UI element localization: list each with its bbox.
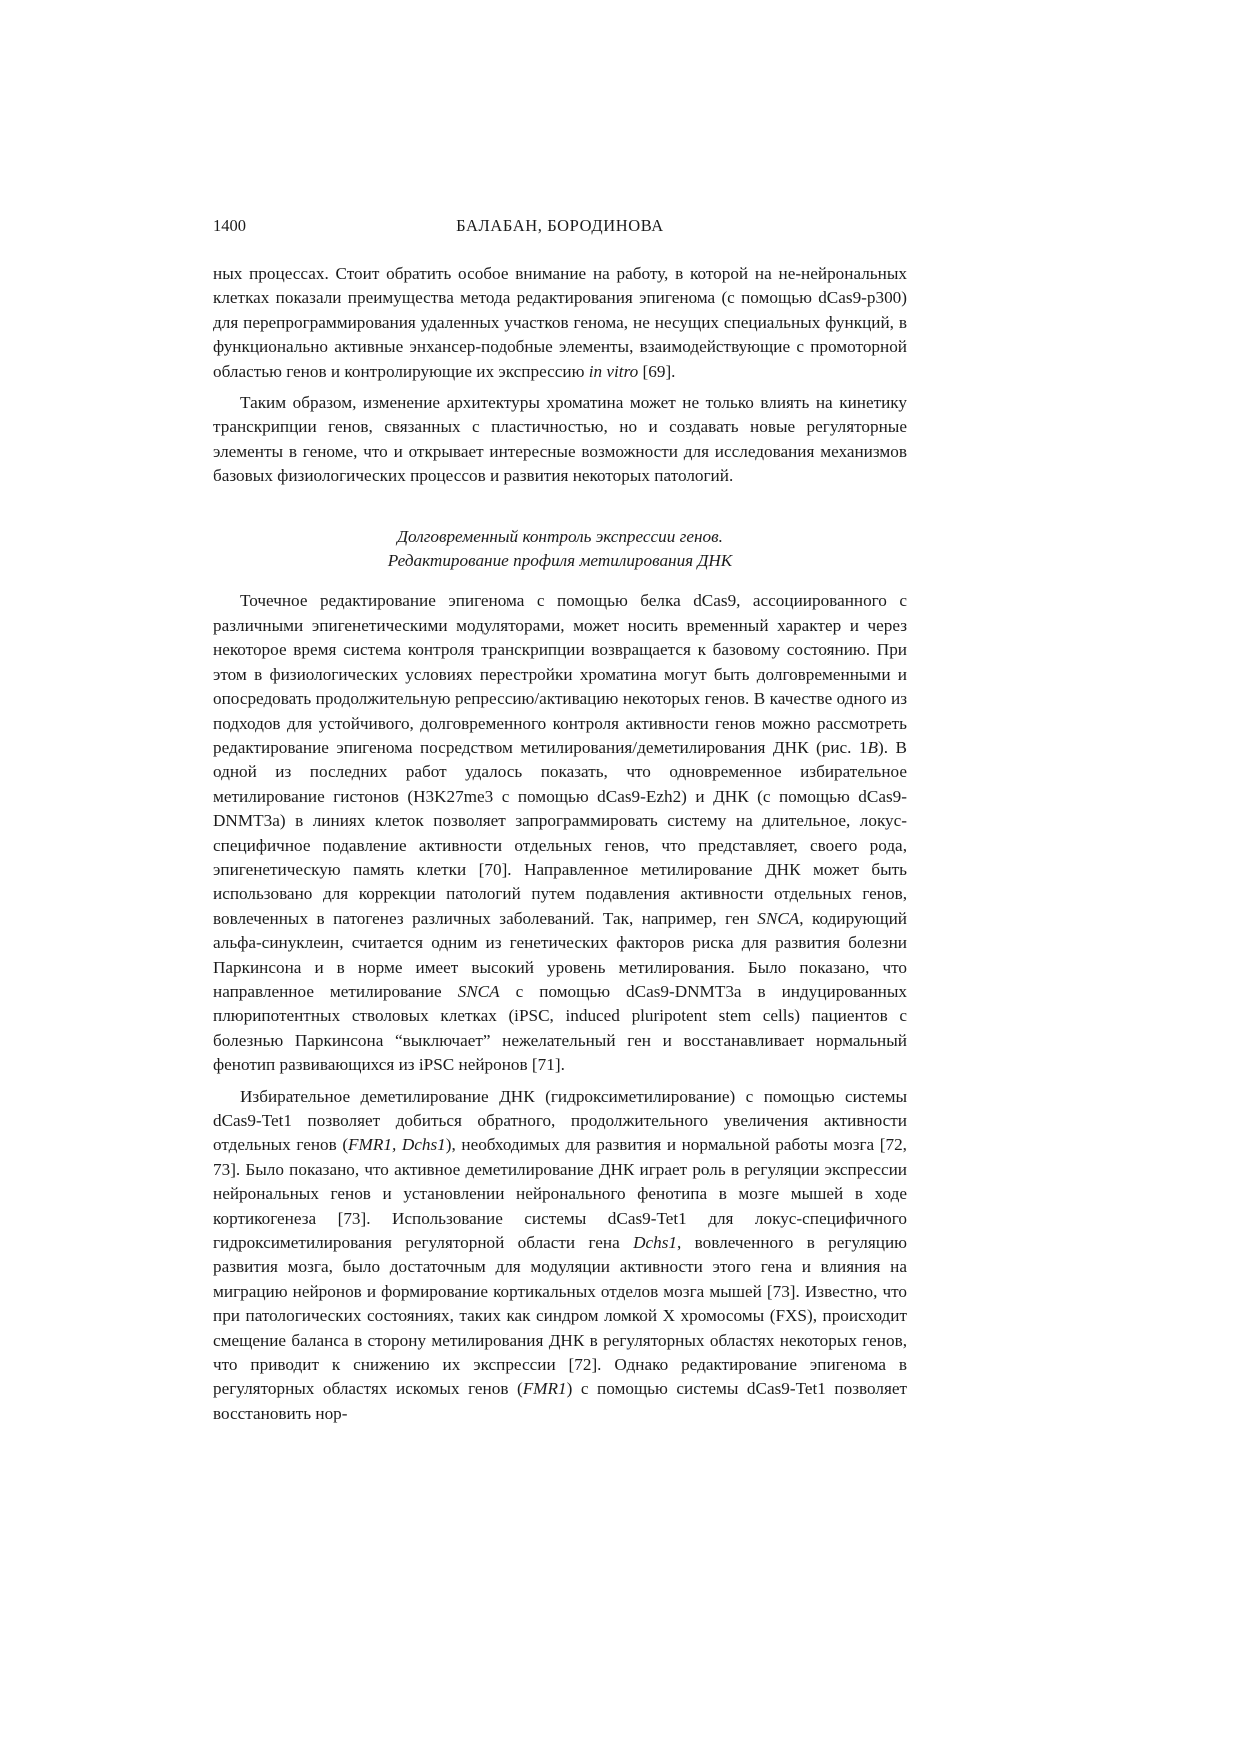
section-heading <box>213 525 907 574</box>
paragraph: Таким образом, изменение архитектуры хроматина может не только влиять на кинетику транскрипции генов, связанных с пластичностью, но и создавать новые регуляторные элементы в геноме, что и открывает интересные возможности для исследования механизмов базовых физиологических процессов и развития некоторых патологий. <box>213 393 907 486</box>
paragraph: Точечное редактирование эпигенома с помощью белка dCas9, ассоциированного с различными эпигенетическими модуляторами, может носить временный характер и через некоторое время система контроля транскрипции возвращается к базовому состоянию. При этом в физиологических условиях перестройки хроматина могут быть долговременными и опосредовать продолжительную репрессию/активацию некоторых генов. В качестве одного из подходов для устойчивого, долговременного контроля активности генов можно рассмотреть редактирование эпигенома посредством метилирования/деметилирования ДНК (рис. 1В). В одной из последних работ удалось показать, что одновременное избирательное метилирование гистонов (H3K27me3 с помощью dCas9-Ezh2) и ДНК (с помощью dCas9-DNMT3a) в линиях клеток позволяет запрограммировать систему на длительное, локус-специфичное подавление активности отдельных генов, что представляет, своего рода, эпигенетическую память клетки [70]. Направленное метилирование ДНК может быть использовано для коррекции патологий путем подавления активности отдельных генов, вовлеченных в патогенез различных заболеваний. Так, например, ген SNCA, кодирующий альфа-синуклеин, считается одним из генетических факторов риска для развития болезни Паркинсона и в норме имеет высокий уровень метилирования. Было показано, что направленное метилирование SNCA с помощью dCas9-DNMT3a в индуцированных плюрипотентных стволовых клетках (iPSC, induced pluripotent stem cells) пациентов с болезнью Паркинсона “выключает” нежелательный ген и восстанавливает нормальный фенотип развивающихся из iPSC нейронов [71]. <box>213 591 907 1075</box>
running-head: БАЛАБАН, БОРОДИНОВА <box>456 216 664 235</box>
page-number: 1400 <box>213 216 246 235</box>
page-header <box>213 216 907 236</box>
article-body <box>213 262 907 1426</box>
section-heading-line-1: Долговременный контроль экспрессии генов. <box>397 526 723 546</box>
paragraph: Избирательное деметилирование ДНК (гидроксиметилирование) с помощью системы dCas9-Tet1 позволяет добиться обратного, продолжительного увеличения активности отдельных генов (FMR1, Dchs1), необходимых для развития и нормальной работы мозга [72, 73]. Было показано, что активное деметилирование ДНК играет роль в регуляции экспрессии нейрональных генов и установлении нейронального фенотипа в мозге мышей в ходе кортикогенеза [73]. Использование системы dCas9-Tet1 для локус-специфичного гидроксиметилирования регуляторной области гена Dchs1, вовлеченного в регуляцию развития мозга, было достаточным для модуляции активности этого гена и влияния на миграцию нейронов и формирование кортикальных отделов мозга мышей [73]. Известно, что при патологических состояниях, таких как синдром ломкой X хромосомы (FXS), происходит смещение баланса в сторону метилирования ДНК в регуляторных областях некоторых генов, что приводит к снижению их экспрессии [72]. Однако редактирование эпигенома в регуляторных областях искомых генов (FMR1) с помощью системы dCas9-Tet1 позволяет восстановить нор- <box>213 1086 907 1423</box>
paragraph-continuation: ных процессах. Стоит обратить особое внимание на работу, в которой на не-нейрональных клетках показали преимущества метода редактирования эпигенома (с помощью dCas9-p300) для перепрограммирования удаленных участков генома, не несущих специальных функций, в функционально активные энхансер-подобные элементы, взаимодействующие с промоторной областью генов и контролирующие их экспрессию in vitro [69]. <box>213 264 907 381</box>
section-heading-line-2: Редактирование профиля метилирования ДНК <box>387 551 733 571</box>
